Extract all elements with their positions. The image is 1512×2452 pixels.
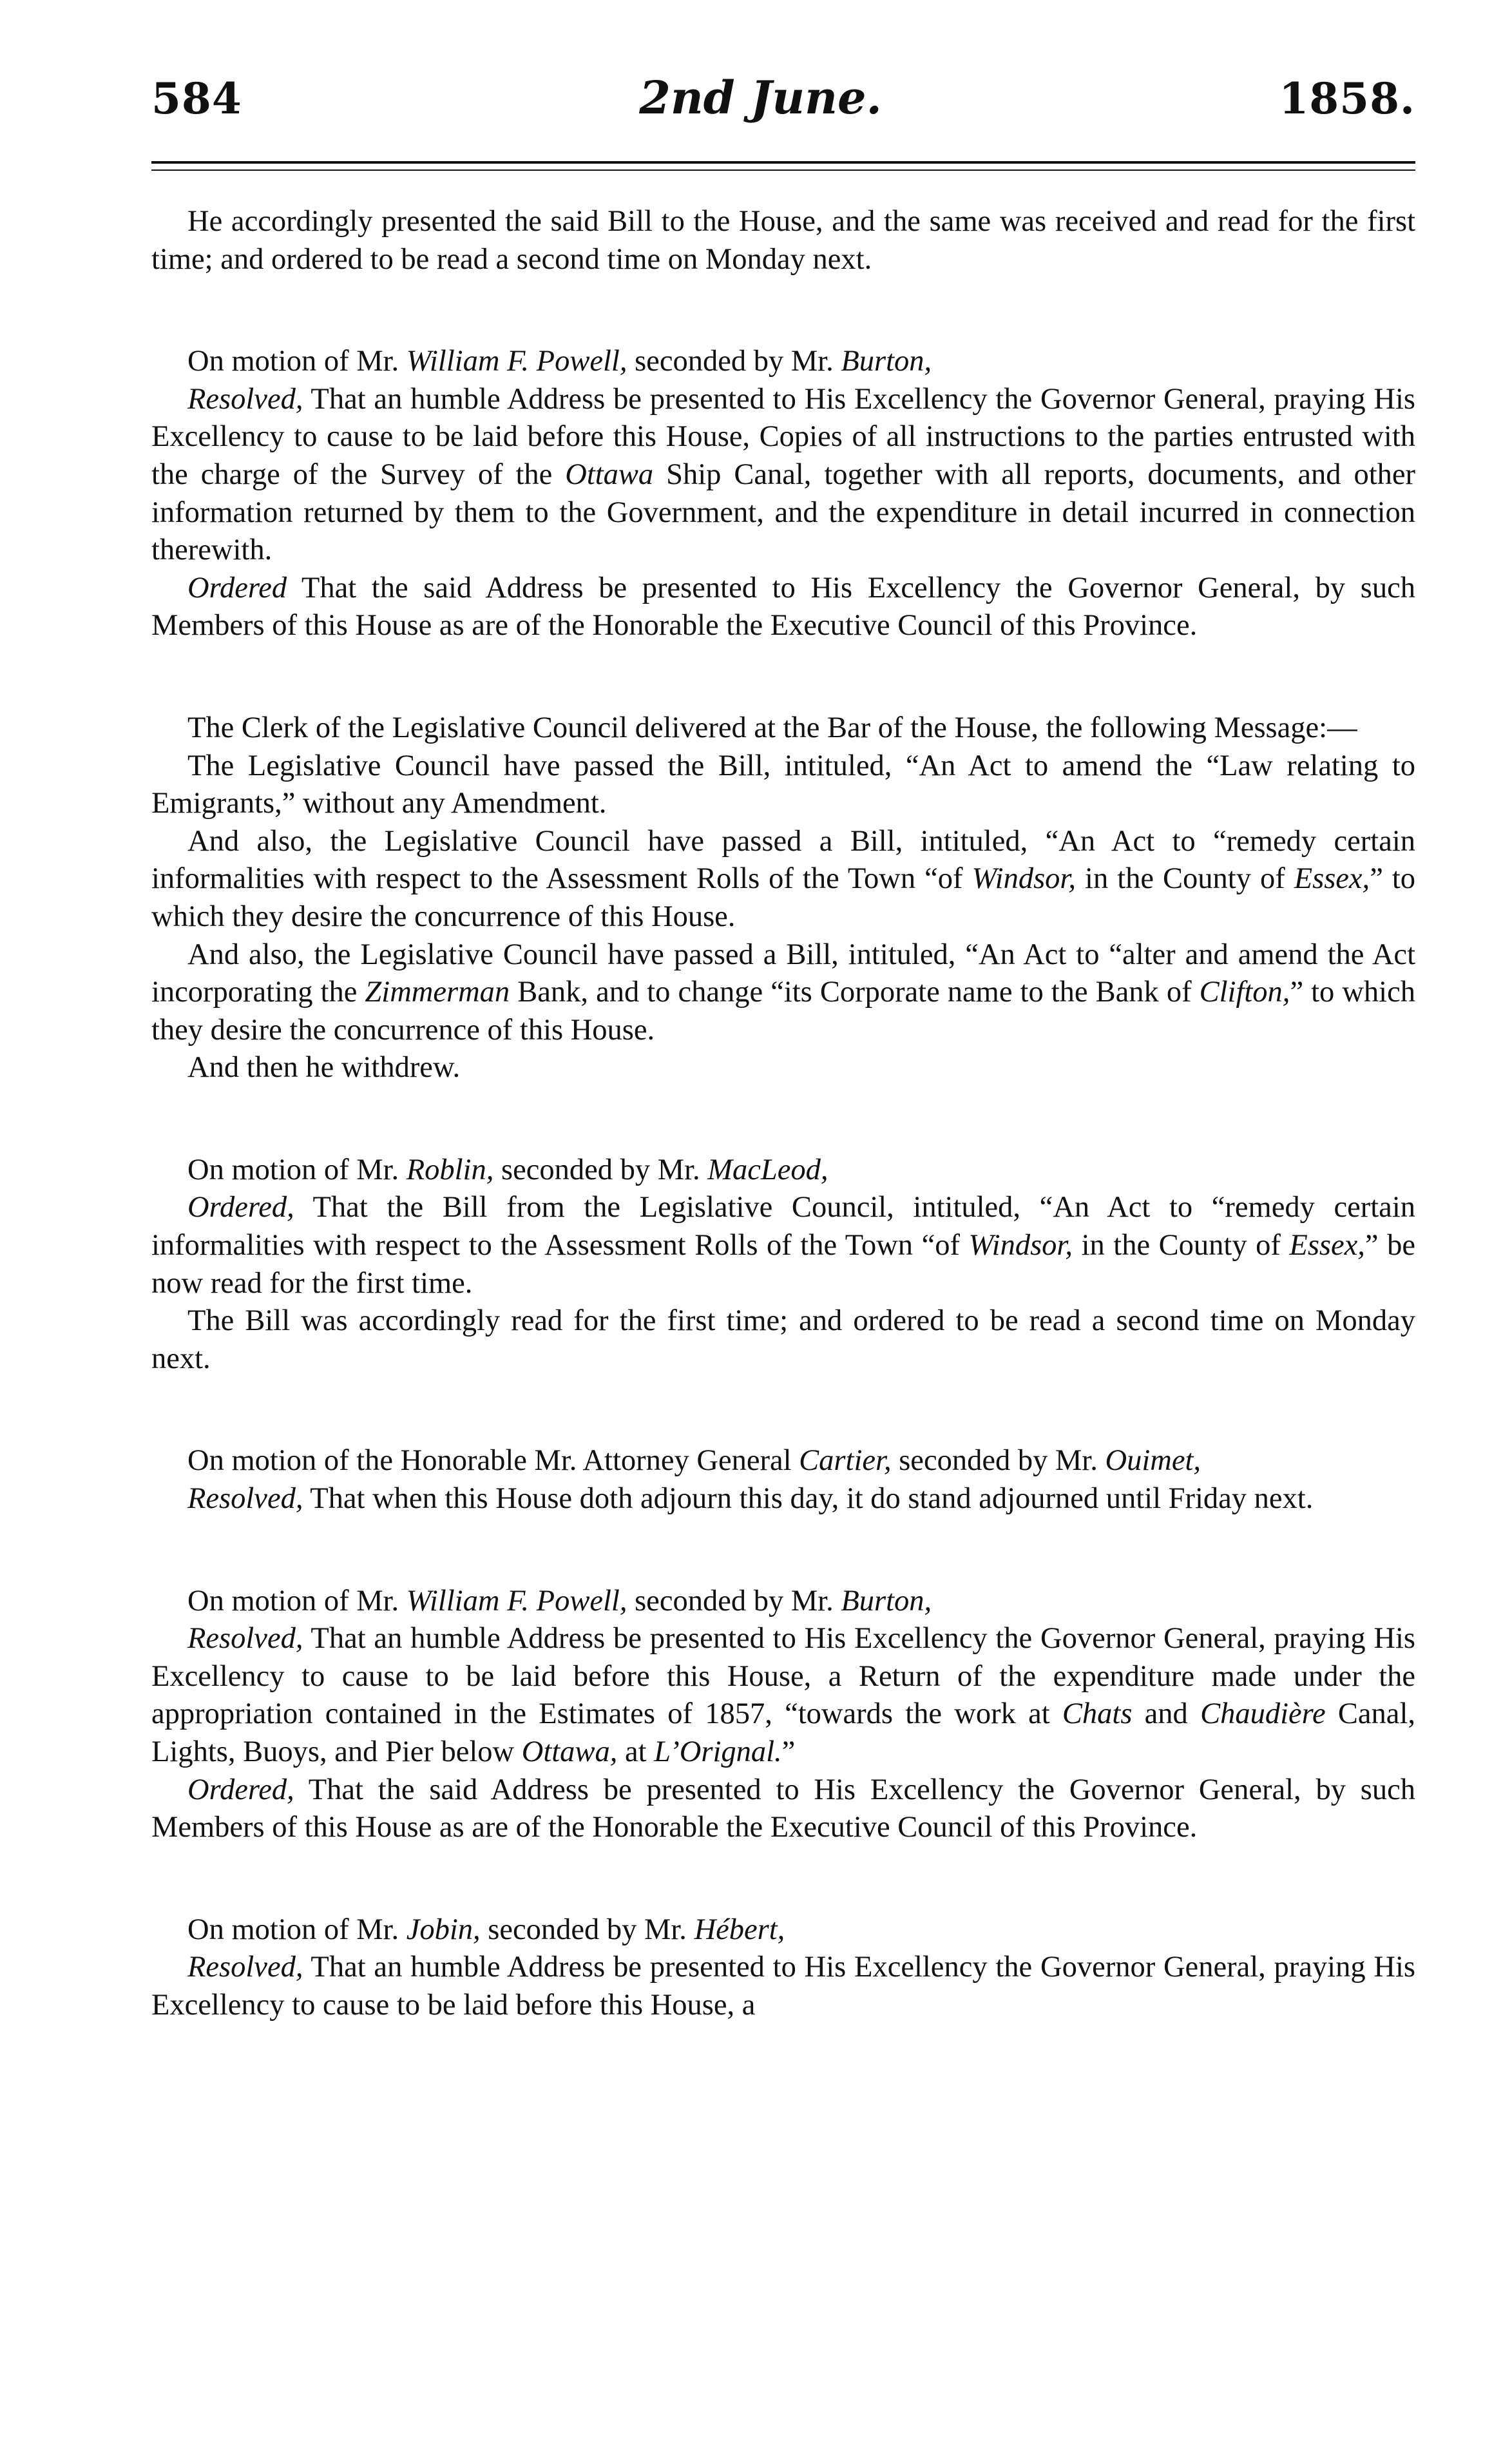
page-year: 1858. bbox=[1279, 73, 1415, 124]
mover-name: Roblin, bbox=[406, 1153, 494, 1186]
motion-line: On motion of Mr. Roblin, seconded by Mr. MacLeod, bbox=[187, 1153, 828, 1186]
mover-name: Cartier, bbox=[799, 1444, 892, 1478]
page-number: 584 bbox=[151, 73, 242, 124]
mover-name: William F. Powell, bbox=[406, 345, 627, 378]
resolved-paragraph: Resolved, That an humble Address be presented to His Excellency the Governor General, praying His Excellency to cause to be laid before this House, a bbox=[151, 1951, 1415, 2022]
motion-line: On motion of the Honorable Mr. Attorney General Cartier, seconded by Mr. Ouimet, bbox=[187, 1444, 1201, 1478]
ordered-paragraph: Ordered, That the Bill from the Legislative Council, intituled, “An Act to “remedy certain informalities with respect to the Assessment Rolls of the Town “of Windsor, in the County of Essex,” be now read for the first time. bbox=[151, 1191, 1415, 1300]
seconder-name: Ouimet, bbox=[1105, 1444, 1201, 1478]
paragraph: He accordingly presented the said Bill to the House, and the same was received and read for the first time; and ordered to be read a second time on Monday next. bbox=[151, 205, 1415, 276]
seconder-name: Burton, bbox=[841, 1584, 932, 1617]
header-rule-thin bbox=[151, 169, 1415, 171]
paragraph: And also, the Legislative Council have passed a Bill, intituled, “An Act to “alter and amend the Act incorporating the Zimmerman Bank, and to change “its Corporate name to the Bank of Clifton,” to which they desire the concurrence of this House. bbox=[151, 938, 1415, 1047]
seconder-name: Hébert, bbox=[694, 1913, 785, 1946]
resolved-paragraph: Resolved, That an humble Address be presented to His Excellency the Governor General, praying His Excellency to cause to be laid before this House, Copies of all instructions to the parties entrusted with the charge of the Survey of the Ottawa Ship Canal, together with all reports, documents, and other information returned by them to the Government, and the expenditure in detail incurred in connection therewith. bbox=[151, 382, 1415, 567]
entry-motion-powell-ottawa-survey bbox=[151, 343, 1415, 645]
paragraph: The Bill was accordingly read for the first time; and ordered to be read a second time on Monday next. bbox=[151, 1304, 1415, 1375]
journal-page bbox=[151, 71, 1415, 2025]
paragraph: And also, the Legislative Council have passed a Bill, intituled, “An Act to “remedy certain informalities with respect to the Assessment Rolls of the Town “of Windsor, in the County of Essex,” to which they desire the concurrence of this House. bbox=[151, 824, 1415, 933]
motion-line: On motion of Mr. William F. Powell, seconded by Mr. Burton, bbox=[187, 1584, 932, 1617]
paragraph: The Clerk of the Legislative Council delivered at the Bar of the House, the following Message:— bbox=[187, 711, 1357, 744]
mover-name: William F. Powell, bbox=[406, 1584, 627, 1617]
page-header bbox=[151, 71, 1415, 142]
mover-name: Jobin, bbox=[406, 1913, 481, 1946]
entry-motion-cartier bbox=[151, 1442, 1415, 1518]
header-rule-thick bbox=[151, 161, 1415, 164]
entry-bill-presented bbox=[151, 203, 1415, 278]
resolved-paragraph: Resolved, That an humble Address be presented to His Excellency the Governor General, praying His Excellency to cause to be laid before this House, a Return of the expenditure made under the appropriation contained in the Estimates of 1857, “towards the work at Chats and Chaudière Canal, Lights, Buoys, and Pier below Ottawa, at L’Orignal.” bbox=[151, 1622, 1415, 1768]
seconder-name: MacLeod, bbox=[707, 1153, 828, 1186]
page-date: 2nd June. bbox=[639, 71, 882, 124]
entry-motion-powell-chats-canal bbox=[151, 1583, 1415, 1847]
entry-motion-jobin bbox=[151, 1911, 1415, 2025]
paragraph: The Legislative Council have passed the Bill, intituled, “An Act to amend the “Law relating to Emigrants,” without any Amendment. bbox=[151, 749, 1415, 820]
paragraph: And then he withdrew. bbox=[187, 1051, 461, 1085]
entry-council-message bbox=[151, 710, 1415, 1087]
ordered-paragraph: Ordered That the said Address be presented to His Excellency the Governor General, by such Members of this House as are of the Honorable the Executive Council of this Province. bbox=[151, 571, 1415, 642]
motion-line: On motion of Mr. William F. Powell, seconded by Mr. Burton, bbox=[187, 345, 932, 378]
entry-motion-roblin bbox=[151, 1152, 1415, 1378]
motion-line: On motion of Mr. Jobin, seconded by Mr. Hébert, bbox=[187, 1913, 785, 1946]
body-text bbox=[151, 203, 1415, 2025]
ordered-paragraph: Ordered, That the said Address be presented to His Excellency the Governor General, by such Members of this House as are of the Honorable the Executive Council of this Province. bbox=[151, 1773, 1415, 1844]
seconder-name: Burton, bbox=[841, 345, 932, 378]
resolved-paragraph: Resolved, That when this House doth adjourn this day, it do stand adjourned until Friday next. bbox=[187, 1482, 1314, 1516]
